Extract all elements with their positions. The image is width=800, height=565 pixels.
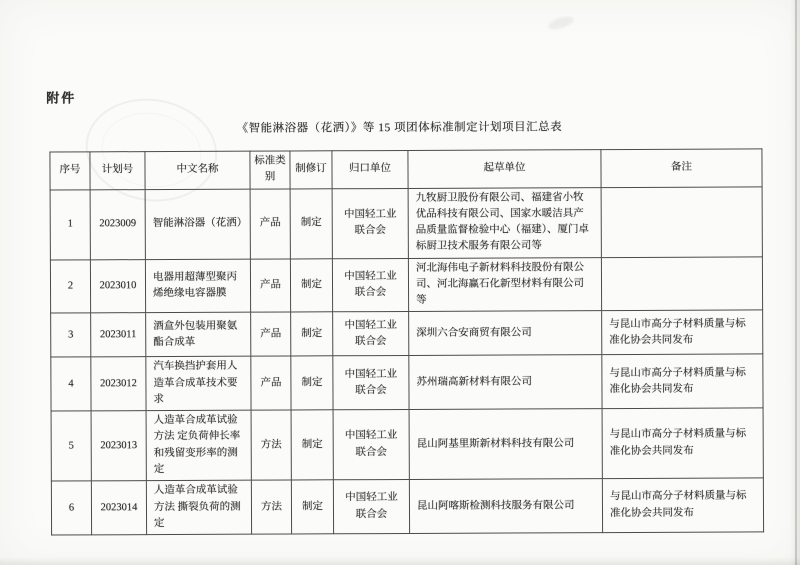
table-cell: 产品 <box>251 312 291 356</box>
table-cell: 制定 <box>290 258 332 312</box>
header-cell: 起草单位 <box>408 150 601 188</box>
table-cell: 产品 <box>250 189 290 259</box>
table-cell: 中国轻工业联合会 <box>333 480 409 534</box>
header-cell: 计划号 <box>90 152 145 190</box>
table-cell: 酒盒外包装用聚氨酯合成革 <box>146 313 251 357</box>
table-cell: 与昆山市高分子材料质量与标准化协会共同发布 <box>602 310 763 355</box>
table-cell: 制定 <box>291 356 333 410</box>
scan-edge-line <box>795 0 797 565</box>
table-cell: 河北海伟电子新材料科技股份有限公司、河北海赢石化新型材料有限公司等 <box>408 257 601 312</box>
table-cell: 深圳六合安商贸有限公司 <box>409 311 602 356</box>
table-cell: 6 <box>51 481 91 535</box>
header-cell: 备注 <box>601 149 762 187</box>
table-cell: 5 <box>51 411 91 481</box>
table-cell: 产品 <box>251 356 291 410</box>
standards-plan-table <box>49 148 764 535</box>
table-cell: 智能淋浴器（花洒） <box>145 189 250 260</box>
attachment-label: 附件 <box>46 90 77 106</box>
table-header-row <box>50 149 762 190</box>
table-cell: 3 <box>51 313 91 357</box>
table-cell: 制定 <box>290 188 332 258</box>
table-row <box>50 257 762 314</box>
table-cell: 昆山阿基里斯新材料科技有限公司 <box>409 409 602 480</box>
table-cell: 与昆山市高分子材料质量与标准化协会共同发布 <box>602 478 763 532</box>
table-cell: 4 <box>51 357 91 411</box>
document-title: 《智能淋浴器（花洒）》等 15 项团体标准制定计划项目汇总表 <box>236 121 563 135</box>
table-cell: 2023010 <box>90 259 145 313</box>
table-cell: 汽车换挡护套用人造革合成革技术要求 <box>146 357 251 411</box>
scan-bottom-shadow <box>0 557 800 565</box>
table-cell: 2023014 <box>91 481 146 535</box>
table-cell: 制定 <box>291 410 333 480</box>
table-cell: 昆山阿喀斯检测科技服务有限公司 <box>409 479 602 534</box>
table-row <box>51 478 763 535</box>
table-row <box>50 186 762 259</box>
table-cell: 产品 <box>250 259 290 313</box>
table-cell: 中国轻工业联合会 <box>333 356 409 410</box>
table-cell: 2023009 <box>90 189 145 259</box>
table-cell: 方法 <box>251 410 291 480</box>
table-cell: 制定 <box>291 480 333 534</box>
table-body <box>50 186 764 535</box>
table-cell: 电器用超薄型聚丙烯绝缘电容器膜 <box>145 259 250 313</box>
table-row <box>51 408 763 481</box>
table-row <box>51 354 763 411</box>
table-cell: 1 <box>50 189 90 259</box>
table-cell: 制定 <box>291 312 333 356</box>
table-cell: 与昆山市高分子材料质量与标准化协会共同发布 <box>602 408 763 479</box>
table-cell <box>601 186 762 257</box>
table-cell <box>601 257 762 311</box>
table-cell: 2023012 <box>91 357 146 411</box>
header-cell: 标准类别 <box>250 151 290 189</box>
table-cell: 中国轻工业联合会 <box>333 410 409 480</box>
table-cell: 与昆山市高分子材料质量与标准化协会共同发布 <box>602 354 763 408</box>
table-cell: 2 <box>50 259 90 313</box>
table-cell: 中国轻工业联合会 <box>332 188 408 258</box>
header-cell: 归口单位 <box>332 150 408 188</box>
table-cell: 中国轻工业联合会 <box>332 258 408 312</box>
table-cell: 苏州瑞高新材料有限公司 <box>409 355 602 410</box>
table-cell: 九牧厨卫股份有限公司、福建省小牧优品科技有限公司、国家水暖洁具产品质量监督检验中心（福建）、厦门卓标厨卫技术服务有限公司等 <box>408 187 601 258</box>
table-row <box>51 310 763 357</box>
table-cell: 方法 <box>251 480 291 534</box>
header-cell: 中文名称 <box>145 151 250 189</box>
header-cell: 制修订 <box>290 151 332 189</box>
header-cell: 序号 <box>50 152 90 190</box>
table-cell: 中国轻工业联合会 <box>333 312 409 356</box>
table-cell: 人造革合成革试验方法 撕裂负荷的测定 <box>146 480 251 534</box>
table-cell: 2023011 <box>91 313 146 357</box>
table-cell: 人造革合成革试验方法 定负荷伸长率和残留变形率的测定 <box>146 410 251 481</box>
table-cell: 2023013 <box>91 411 146 481</box>
